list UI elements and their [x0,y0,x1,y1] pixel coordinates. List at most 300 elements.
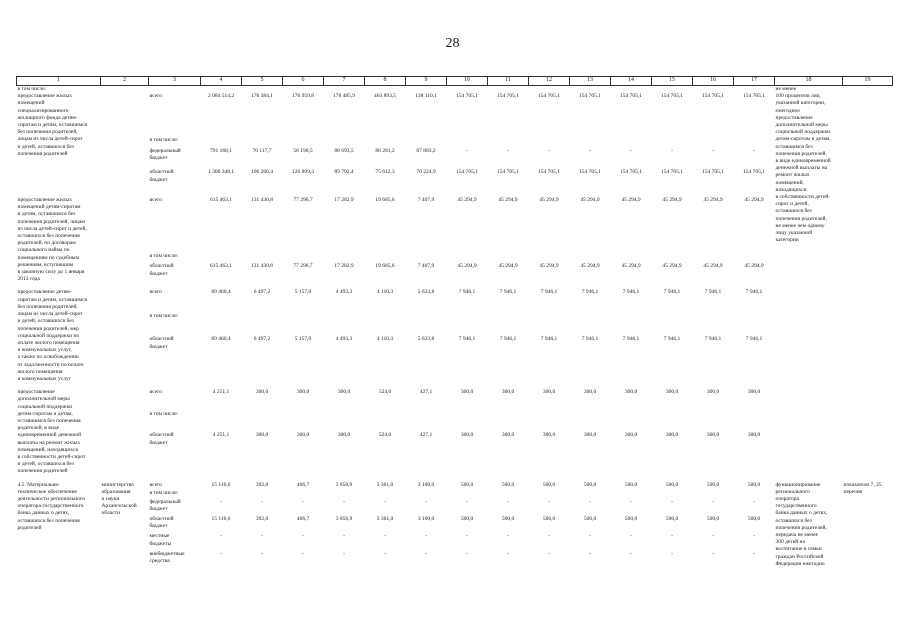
amount-cell: - [220,498,222,505]
table-row [17,533,893,550]
amount-cell [365,253,406,263]
amount-cell: 77 296,7 [293,263,313,270]
amount-cell: - [425,533,427,540]
amount-cell [283,137,324,148]
cell-line: всего [149,389,162,396]
cell-line: попечения родителей, мер [17,325,79,332]
cell-line: показатели 7, 25 [843,481,882,488]
cell-line: и науки [101,495,120,502]
funding-source-cell [149,551,201,568]
table-row [17,516,893,533]
amount-cell [324,253,365,263]
cell-line: передача не менее [775,531,819,538]
amount-cell: 406,7 [296,481,310,488]
amount-cell: 154 705,1 [497,93,519,100]
amount-cell: - [261,498,263,505]
amount-cell: 300,0 [296,389,310,396]
amount-cell [447,137,488,148]
cell-line: попечения родителей [17,468,68,475]
amount-cell: 300,0 [583,432,597,439]
amount-cell [283,313,324,336]
cell-line: единовременной денежной [17,432,82,439]
empty-cell [611,86,652,94]
amount-cell: 86 281,2 [375,147,395,154]
amount-cell: 300,0 [501,432,515,439]
cell-line: оператора государственного [17,503,84,510]
amount-cell: - [302,550,304,557]
column-number-13: 13 [570,77,611,86]
cell-line: жилищного фонда детям- [17,114,78,121]
amount-cell: 300,0 [706,389,720,396]
amount-cell: 500,0 [706,481,720,488]
target-indicator-cell [843,197,893,283]
amount-cell [652,137,693,148]
empty-cell [447,86,488,94]
cell-line: бюджет [149,523,168,530]
amount-cell: 300,0 [296,432,310,439]
amount-cell: 45 294,9 [539,197,559,204]
amount-cell [365,490,406,499]
activity-name-cell [17,289,101,383]
amount-cell [447,253,488,263]
amount-cell: 5 157,0 [294,289,312,296]
amount-cell: - [507,550,509,557]
target-indicator-cell [843,482,893,568]
cell-line: в виде единовременной [775,158,831,165]
amount-cell: - [548,533,550,540]
amount-cell: 45 294,9 [744,197,764,204]
cell-line: граждан Российской [775,553,824,560]
responsible-executor-cell [101,482,149,568]
amount-cell: 300,0 [337,432,351,439]
amount-cell: 300,0 [542,389,556,396]
amount-cell: 45 294,9 [621,197,641,204]
cell-line: помещений, [775,179,804,186]
amount-cell: 154 705,1 [702,93,724,100]
amount-cell [734,253,775,263]
cell-line: внебюджетные [149,550,185,557]
table-row [17,389,893,411]
program-table-container [16,76,882,568]
amount-cell: 7 946,1 [622,289,640,296]
amount-cell: 154 705,1 [538,169,560,176]
cell-line: областной [149,516,174,523]
amount-cell: 77 296,7 [293,197,313,204]
activity-name-cell [17,482,101,568]
page-number: 28 [445,36,460,51]
column-number-19: 19 [843,77,893,86]
amount-cell: 500,0 [460,481,474,488]
amount-cell: 154 705,1 [620,169,642,176]
amount-cell [365,137,406,148]
table-row [17,336,893,383]
funding-source-cell [149,137,201,148]
amount-cell [734,313,775,336]
amount-cell: 4 110,3 [376,336,394,343]
amount-cell [406,137,447,148]
amount-cell: 154 705,1 [456,169,478,176]
cell-line: в собственности детей- [775,194,831,201]
cell-line: Архангельской [101,503,137,510]
amount-cell: 427,1 [419,389,433,396]
table-row [17,411,893,433]
amount-cell: 300,0 [624,432,638,439]
cell-line: образования [101,488,131,495]
amount-cell: - [589,533,591,540]
amount-cell: 154 705,1 [661,93,683,100]
amount-cell: 154 705,1 [743,93,765,100]
cell-line: оплате жилого помещения [17,339,80,346]
cell-line: денежной выплаты на [775,165,828,172]
amount-cell: - [384,498,386,505]
amount-cell [242,137,283,148]
amount-cell: 791 168,1 [210,147,232,154]
amount-cell [242,253,283,263]
responsible-executor-cell [101,93,149,191]
column-number-8: 8 [365,77,406,86]
cell-line: областной [149,432,174,439]
amount-cell [488,411,529,433]
cell-line: регионального [775,488,810,495]
amount-cell: 138 110,1 [415,93,437,100]
amount-cell [406,411,447,433]
amount-cell [570,411,611,433]
empty-cell [201,86,242,94]
table-row [17,253,893,263]
cell-line: сиротам и детям, оставшимся [17,296,88,303]
amount-cell [242,490,283,499]
column-number-7: 7 [324,77,365,86]
amount-cell: 106 266,4 [251,169,273,176]
amount-cell: 45 294,9 [662,263,682,270]
amount-cell: 300,0 [583,389,597,396]
amount-cell [488,313,529,336]
amount-cell: 500,0 [501,481,515,488]
cell-line: оставшихся без попечения [17,517,80,524]
responsible-executor-cell [101,389,149,475]
amount-cell: 615 463,1 [210,197,232,204]
funding-source-cell [149,482,201,491]
cell-line: бюджет [149,506,168,513]
amount-cell: 6 497,2 [253,289,271,296]
cell-line: 300 детей на [775,539,805,546]
amount-cell [570,313,611,336]
amount-cell: 17 282,9 [334,197,354,204]
cell-line: всего [149,197,162,204]
activity-name-cell [17,197,101,283]
cell-line: бюджет [149,270,168,277]
amount-cell [734,411,775,433]
cell-line: предоставление [17,389,55,396]
cell-line: бюджет [149,439,168,446]
amount-cell: 154 705,1 [579,93,601,100]
cell-line: попечения родителей [17,150,68,157]
amount-cell: 7 946,1 [745,336,763,343]
amount-cell: 4 493,3 [335,289,353,296]
cell-line: бюджеты [149,540,172,547]
amount-cell: 7 946,1 [704,289,722,296]
funding-source-cell [149,516,201,533]
cell-line: в том числе: [149,410,179,417]
amount-cell: 45 294,9 [703,197,723,204]
amount-cell: - [343,498,345,505]
empty-cell [652,86,693,94]
target-indicator-cell [843,93,893,191]
amount-cell: 3 361,0 [376,516,394,523]
cell-line: в том числе: [149,312,179,319]
cell-line: оставшихся без [775,208,812,215]
empty-cell [529,86,570,94]
cell-line: в том числе: [149,137,179,144]
amount-cell: 500,0 [460,516,474,523]
amount-cell: - [466,147,468,154]
amount-cell [611,490,652,499]
cell-line: и детям, оставшимся без [17,211,76,218]
cell-line: всего [149,93,162,100]
cell-line: банка данных о детях, [17,510,70,517]
amount-cell: - [630,498,632,505]
cell-line: областной [149,263,174,270]
cell-line: выплаты на ремонт жилых [17,439,81,446]
cell-line: сиротам и детям, оставшимся [17,122,88,129]
funding-source-cell [149,313,201,336]
column-number-18: 18 [775,77,843,86]
amount-cell: 154 705,1 [702,169,724,176]
amount-cell: 87 883,2 [416,147,436,154]
amount-cell [324,137,365,148]
amount-cell [652,490,693,499]
funding-source-cell [149,499,201,516]
amount-cell: 154 705,1 [579,169,601,176]
amount-cell: 2 084 514,2 [207,93,235,100]
amount-cell [283,411,324,433]
cell-line: без попечения родителей, [17,303,78,310]
amount-cell: - [425,498,427,505]
cell-line: в собственности детей-сирот [17,453,86,460]
table-row [17,137,893,148]
amount-cell: 45 294,9 [744,263,764,270]
amount-cell: - [343,550,345,557]
amount-cell [283,490,324,499]
group-intro-row [17,86,893,94]
cell-line: дополнительной меры [775,122,828,129]
cell-line: 4.5. Материально- [17,481,61,488]
amount-cell: 300,0 [255,432,269,439]
amount-cell: 131 430,8 [251,263,273,270]
column-number-3: 3 [149,77,201,86]
cell-line: всего [149,289,162,296]
amount-cell: - [548,147,550,154]
amount-cell: 500,0 [501,516,515,523]
amount-cell: 89 460,4 [211,289,231,296]
funding-source-cell [149,263,201,283]
cell-line: попечения родителей, [775,215,827,222]
column-number-16: 16 [693,77,734,86]
cell-line: и детей, оставшихся без [17,318,74,325]
amount-cell [488,490,529,499]
cell-line: оставшихся без [775,517,812,524]
funding-source-cell [149,432,201,475]
amount-cell: 7 946,1 [499,336,517,343]
amount-cell: 524,0 [378,389,392,396]
amount-cell: 7 946,1 [663,336,681,343]
amount-cell: 500,0 [624,516,638,523]
table-row [17,263,893,283]
funding-source-cell [149,336,201,383]
cell-line: и коммунальных услуг, [17,347,72,354]
cell-line: 100 процентов лиц [775,93,820,100]
amount-cell: - [630,533,632,540]
cell-line: оставшимся без [775,143,813,150]
amount-cell: - [712,533,714,540]
column-number-2: 2 [101,77,149,86]
amount-cell: 45 294,9 [498,263,518,270]
amount-cell [406,490,447,499]
cell-line: родителей, по договорам [17,240,76,247]
cell-line: банка данных о детях, [775,510,828,517]
cell-line: в законную силу до 1 января [17,269,85,276]
table-row [17,490,893,499]
cell-line: функционирование [775,481,821,488]
cell-line: дополнительной меры [17,396,70,403]
amount-cell [406,313,447,336]
cell-line: социальной поддержки по [17,332,80,339]
amount-cell [570,490,611,499]
amount-cell: 7 946,1 [745,289,763,296]
amount-cell: - [507,147,509,154]
amount-cell [529,137,570,148]
amount-cell: 300,0 [460,432,474,439]
amount-cell: - [671,147,673,154]
amount-cell [693,490,734,499]
amount-cell: 3 361,0 [376,481,394,488]
column-number-header-row [17,77,893,86]
amount-cell: 500,0 [542,481,556,488]
amount-cell [488,253,529,263]
amount-cell: 615 463,1 [210,263,232,270]
cell-line: министерство [101,481,135,488]
amount-cell: 500,0 [747,481,761,488]
amount-cell: - [712,498,714,505]
amount-cell: 4 493,3 [335,336,353,343]
amount-cell: - [753,533,755,540]
amount-cell: 7 946,1 [704,336,722,343]
amount-cell: 7 946,1 [622,336,640,343]
amount-cell [365,313,406,336]
column-number-5: 5 [242,77,283,86]
cell-line: предоставление детям- [17,289,72,296]
empty-cell [365,86,406,94]
amount-cell: 300,0 [542,432,556,439]
amount-cell [570,137,611,148]
cell-line: перечня [843,488,863,495]
amount-cell: 500,0 [665,516,679,523]
table-row [17,93,893,137]
cell-line: средства [149,557,170,564]
amount-cell: 463 893,5 [374,93,396,100]
cell-line: жилого помещения [17,368,63,375]
column-number-1: 1 [17,77,101,86]
amount-cell [611,253,652,263]
cell-line: ежегодное [775,107,800,114]
amount-cell: 5 633,8 [417,336,435,343]
amount-cell: 392,0 [255,481,269,488]
empty-cell [149,86,201,94]
column-number-4: 4 [201,77,242,86]
target-indicator-cell [843,389,893,475]
table-row [17,169,893,191]
amount-cell [201,411,242,433]
amount-cell [611,137,652,148]
amount-cell: 15 116,6 [211,516,231,523]
amount-cell: - [261,550,263,557]
column-number-11: 11 [488,77,529,86]
empty-cell [406,86,447,94]
intro-text [17,86,101,94]
table-row [17,289,893,312]
cell-line: категории [775,237,799,244]
amount-cell [611,411,652,433]
cell-line: социального найма по [17,247,70,254]
responsible-executor-cell [101,197,149,283]
funding-source-cell [149,533,201,550]
amount-cell: - [261,533,263,540]
amount-cell: 45 294,9 [662,197,682,204]
cell-line: оператора [775,495,799,502]
funding-source-cell [149,93,201,137]
cell-line: всего [149,481,162,488]
amount-cell: 300,0 [337,389,351,396]
cell-line: попечения родителей, [775,150,827,157]
amount-cell: 7 946,1 [581,289,599,296]
amount-cell: 500,0 [665,481,679,488]
amount-cell: 5 633,8 [417,289,435,296]
amount-cell: - [753,147,755,154]
funding-source-cell [149,197,201,253]
amount-cell: 4 110,3 [376,289,394,296]
amount-cell: 45 294,9 [621,263,641,270]
cell-line: попечения родителей, лицам [17,218,85,225]
amount-cell: 45 294,9 [580,197,600,204]
amount-cell: 1 300 348,1 [207,169,235,176]
amount-cell: 4 251,1 [212,432,230,439]
amount-cell: 500,0 [583,516,597,523]
amount-cell: 7 946,1 [458,336,476,343]
amount-cell: 300,0 [706,432,720,439]
amount-cell [447,313,488,336]
table-row [17,197,893,253]
target-indicator-cell [843,289,893,383]
amount-cell: - [671,550,673,557]
amount-cell: 3 100,0 [417,516,435,523]
amount-cell: 300,0 [665,432,679,439]
amount-cell: - [384,533,386,540]
amount-cell: 176 959,8 [292,93,314,100]
amount-cell: - [302,533,304,540]
cell-line: и детей, оставшихся без [17,143,74,150]
amount-cell [570,253,611,263]
amount-cell: 88 693,5 [334,147,354,154]
amount-cell: 3 100,0 [417,481,435,488]
column-number-14: 14 [611,77,652,86]
amount-cell [242,411,283,433]
cell-line: социальной поддержки [775,129,831,136]
amount-cell: 524,0 [378,432,392,439]
amount-cell: 178 485,9 [333,93,355,100]
funding-source-cell [149,490,201,499]
amount-cell: - [343,533,345,540]
amount-cell [242,313,283,336]
